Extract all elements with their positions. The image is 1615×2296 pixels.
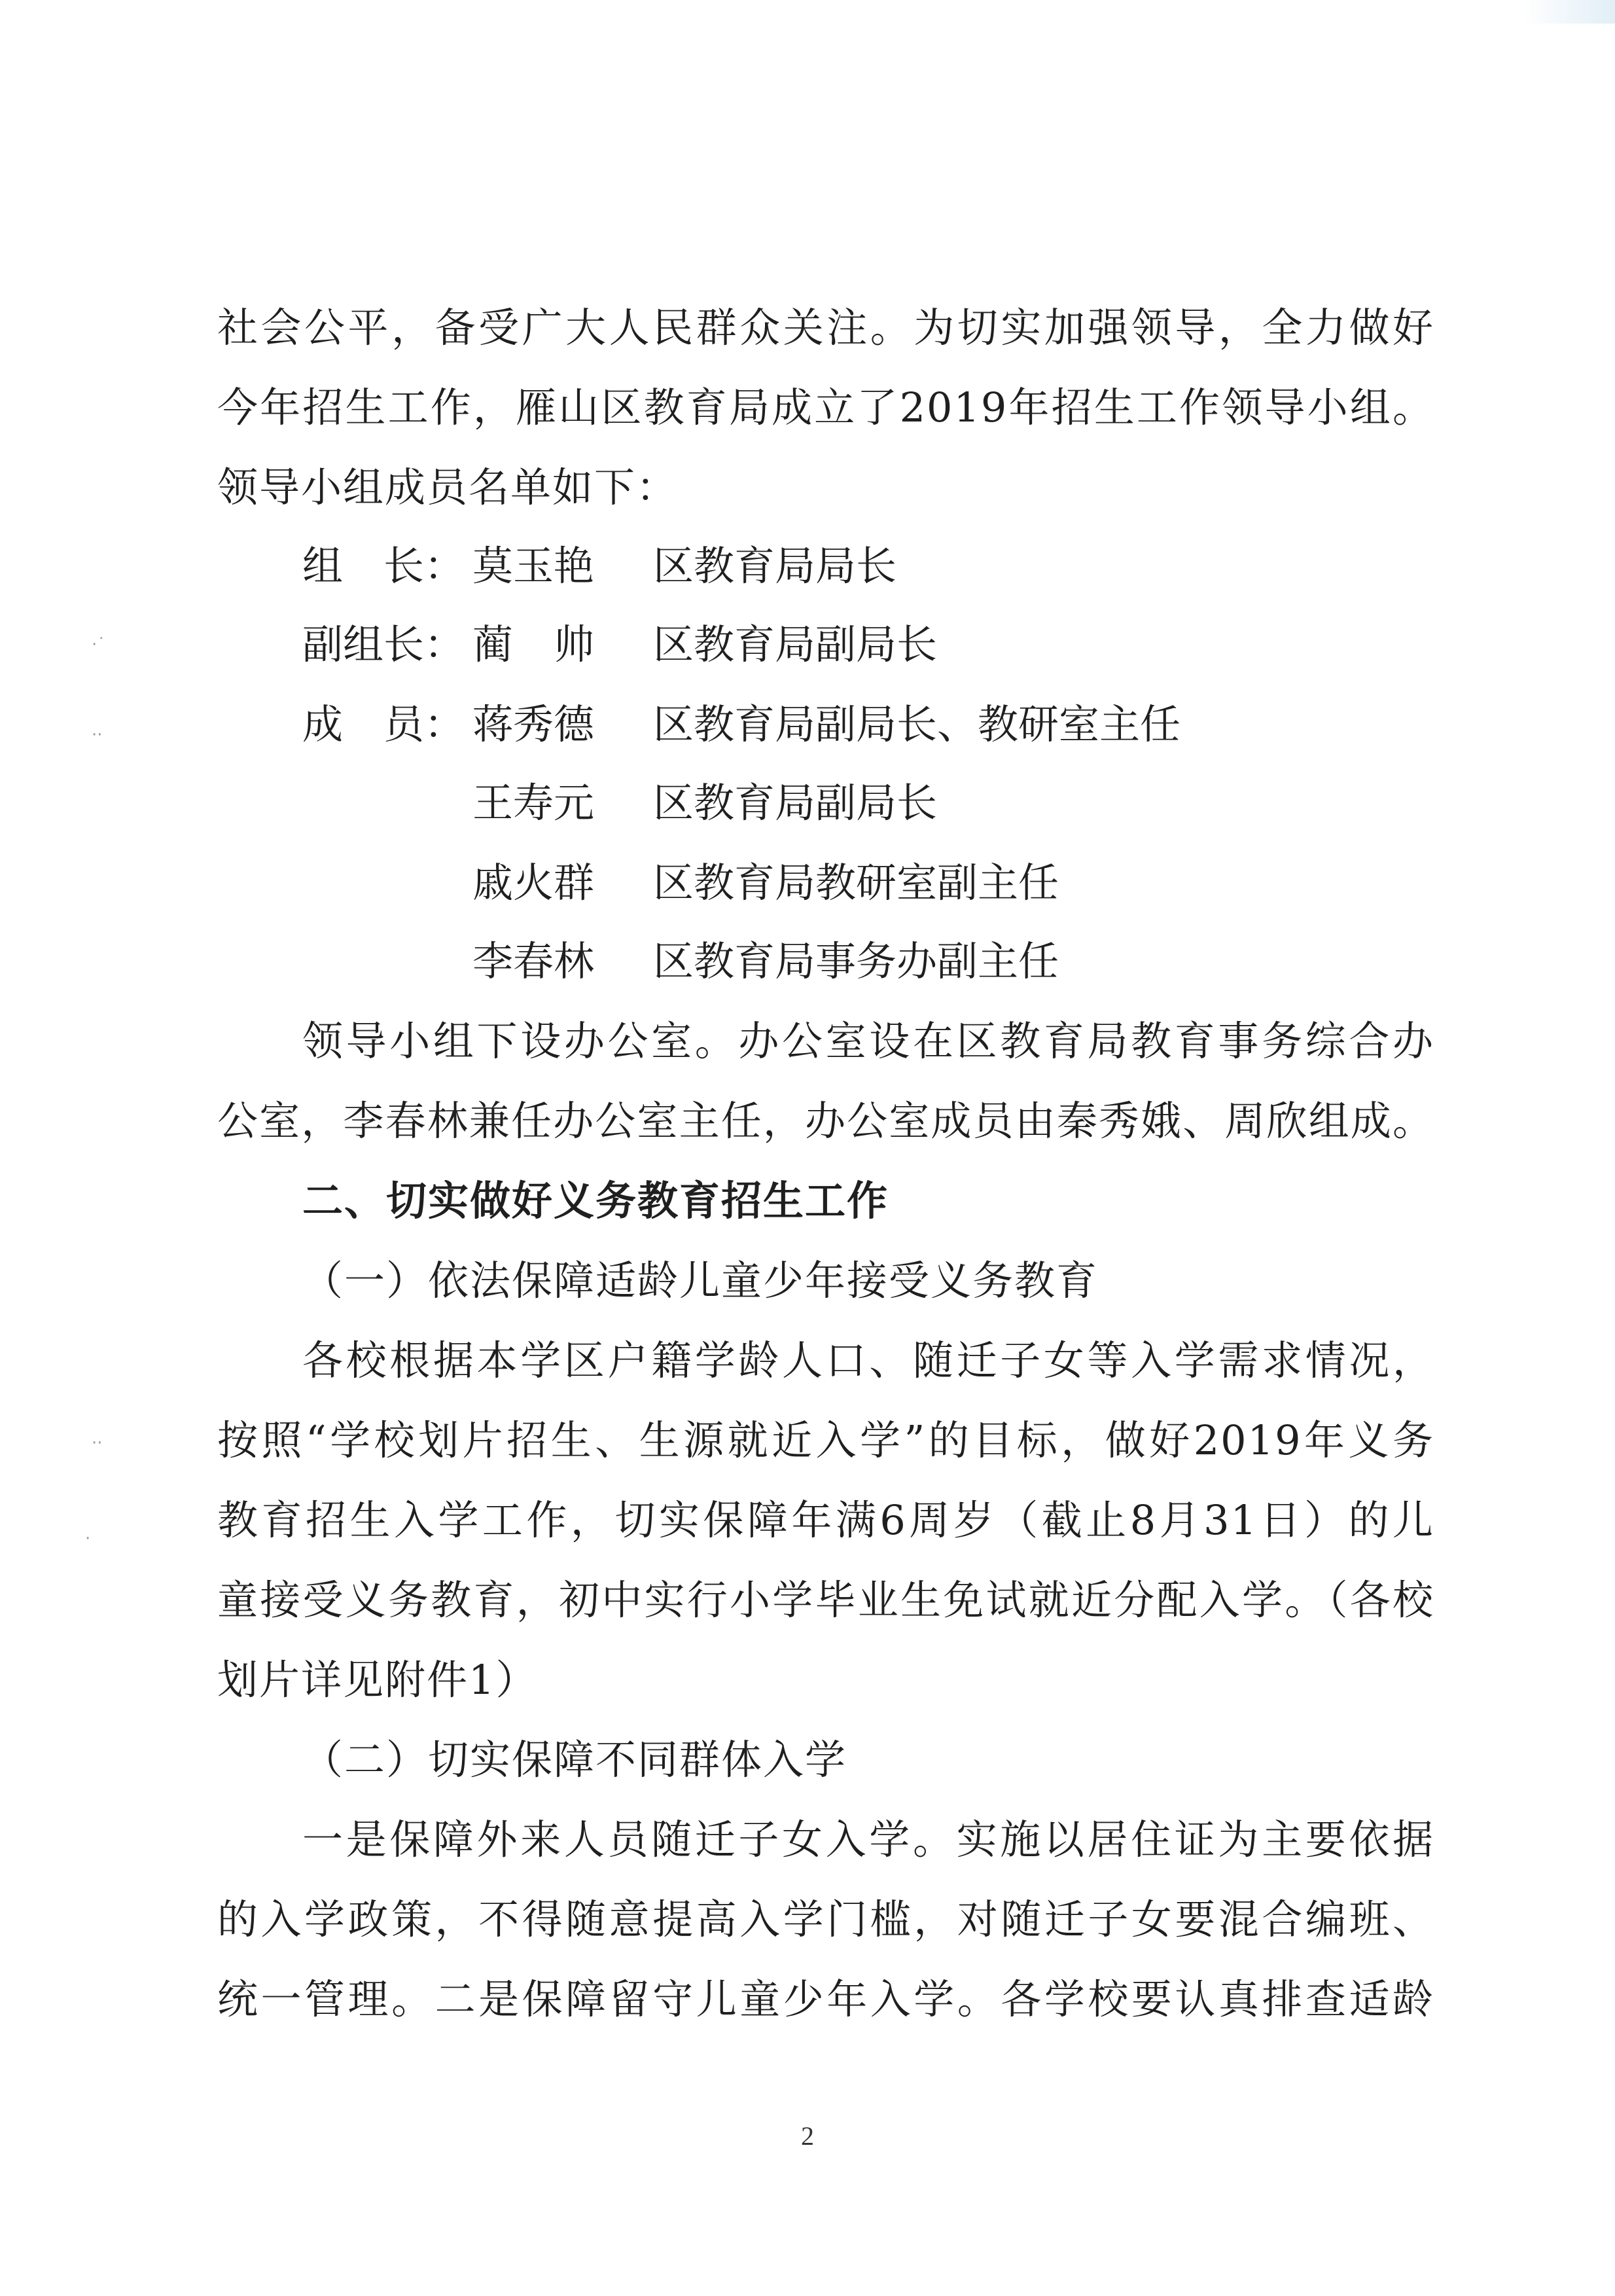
subsection-heading-1: （一）依法保障适龄儿童少年接受义务教育 [302, 1257, 1099, 1304]
member-name: 莫玉艳 [472, 542, 595, 590]
scan-speck: · [85, 1529, 91, 1549]
member-position: 区教育局副局长 [653, 779, 938, 827]
member-title: 组 长： [302, 542, 465, 590]
member-position: 区教育局局长 [653, 542, 897, 590]
member-name: 蔺 帅 [472, 620, 595, 668]
member-name: 戚火群 [472, 859, 595, 906]
member-position: 区教育局教研室副主任 [653, 859, 1059, 906]
section-heading: 二、切实做好义务教育招生工作 [302, 1177, 889, 1225]
sub1-line-3: 教育招生入学工作，切实保障年满6周岁（截止8月31日）的儿 [217, 1496, 1434, 1544]
member-position: 区教育局副局长 [653, 620, 938, 668]
intro-line-1: 社会公平，备受广大人民群众关注。为切实加强领导，全力做好 [217, 304, 1434, 351]
sub1-line-1: 各校根据本学区户籍学龄人口、随迁子女等入学需求情况， [302, 1336, 1434, 1384]
member-name: 蒋秀德 [472, 700, 595, 748]
sub2-line-1: 一是保障外来人员随迁子女入学。实施以居住证为主要依据 [302, 1816, 1434, 1863]
scan-speck: ·· [92, 725, 103, 745]
scan-speck: ·˙ [92, 635, 106, 655]
intro-line-2: 今年招生工作，雁山区教育局成立了2019年招生工作领导小组。 [217, 384, 1434, 431]
member-position: 区教育局副局长、教研室主任 [653, 700, 1181, 748]
sub2-line-2: 的入学政策，不得随意提高入学门槛，对随迁子女要混合编班、 [217, 1895, 1434, 1943]
scan-speck: ·· [92, 1433, 103, 1453]
member-title: 副组长： [302, 620, 465, 668]
member-name: 李春林 [472, 937, 595, 985]
sub1-line-4: 童接受义务教育，初中实行小学毕业生免试就近分配入学。（各校 [217, 1576, 1434, 1624]
subsection-heading-2: （二）切实保障不同群体入学 [302, 1736, 847, 1784]
member-name: 王寿元 [472, 779, 595, 827]
member-position: 区教育局事务办副主任 [653, 937, 1059, 985]
sub1-line-2: 按照“学校划片招生、生源就近入学”的目标，做好2019年义务 [217, 1416, 1434, 1464]
member-title: 成 员： [302, 700, 465, 748]
sub2-line-3: 统一管理。二是保障留守儿童少年入学。各学校要认真排查适龄 [217, 1975, 1434, 2023]
scan-edge-artifact [1523, 0, 1615, 24]
intro-line-3: 领导小组成员名单如下： [217, 463, 679, 511]
page-number: 2 [801, 2121, 814, 2151]
sub1-line-5: 划片详见附件1） [217, 1656, 538, 1704]
office-line-2: 公室，李春林兼任办公室主任，办公室成员由秦秀娥、周欣组成。 [217, 1097, 1434, 1145]
office-line-1: 领导小组下设办公室。办公室设在区教育局教育事务综合办 [302, 1017, 1434, 1065]
